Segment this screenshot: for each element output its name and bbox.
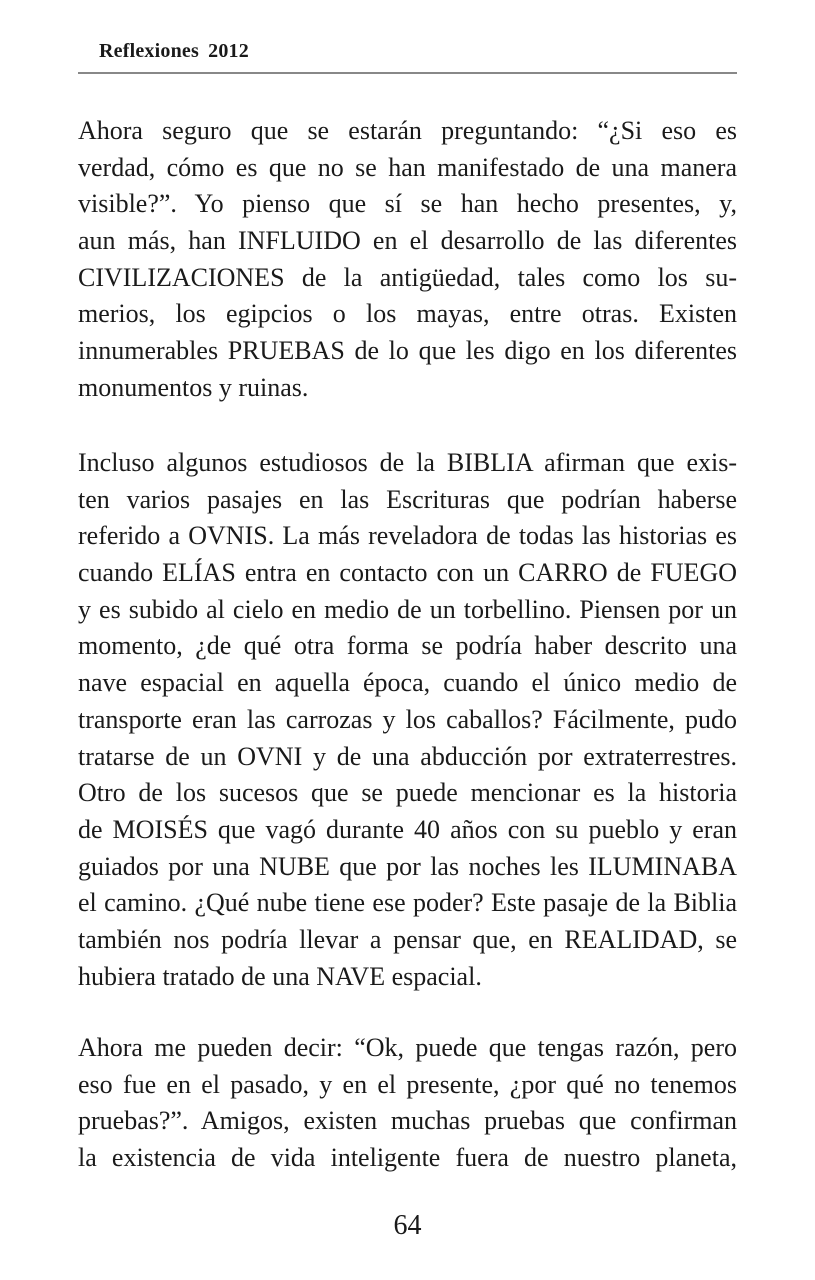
running-header: Reflexiones 2012 — [99, 40, 249, 62]
text-line: ten varios pasajes en las Escrituras que podrían haberse — [78, 484, 737, 514]
paragraph — [78, 445, 737, 995]
text-line: aun más, han INFLUIDO en el desarrollo de las diferentes — [78, 226, 737, 256]
text-line: pruebas?”. Amigos, existen muchas pruebas que confirman — [78, 1106, 737, 1136]
paragraph — [78, 1030, 737, 1177]
text-line: y es subido al cielo en medio de un torbellino. Piensen por un — [78, 594, 737, 624]
text-line: nave espacial en aquella época, cuando el único medio de — [78, 668, 737, 698]
text-line: Ahora seguro que se estarán preguntando: “¿Si eso es — [78, 116, 737, 145]
text-line: tratarse de un OVNI y de una abducción por extraterrestres. — [78, 741, 737, 771]
text-line: el camino. ¿Qué nube tiene ese poder? Este pasaje de la Biblia — [78, 888, 737, 918]
text-line: también nos podría llevar a pensar que, en REALIDAD, se — [78, 924, 737, 954]
text-line: Ahora me pueden decir: “Ok, puede que tengas razón, pero — [78, 1033, 737, 1062]
text-line: la existencia de vida inteligente fuera de nuestro planeta, — [78, 1143, 737, 1173]
text-line: monumentos y ruinas. — [78, 372, 309, 402]
text-line: Incluso algunos estudiosos de la BIBLIA afirman que exis- — [78, 448, 737, 477]
text-line: visible?”. Yo pienso que sí se han hecho presentes, y, — [78, 189, 737, 219]
page-number: 64 — [393, 1210, 422, 1241]
text-line: innumerables PRUEBAS de lo que les digo en los diferentes — [78, 336, 737, 366]
text-line: de MOISÉS que vagó durante 40 años con su pueblo y eran — [78, 814, 737, 844]
paragraph — [78, 113, 737, 407]
text-line: verdad, cómo es que no se han manifestado de una manera — [78, 152, 737, 182]
text-line: eso fue en el pasado, y en el presente, ¿por qué no tenemos — [78, 1069, 737, 1099]
text-line: referido a OVNIS. La más reveladora de todas las historias es — [78, 521, 737, 551]
text-line: cuando ELÍAS entra en contacto con un CARRO de FUEGO — [78, 558, 737, 588]
text-line: Otro de los sucesos que se puede mencionar es la historia — [78, 778, 737, 808]
text-line: momento, ¿de qué otra forma se podría haber descrito una — [78, 631, 737, 661]
text-line: guiados por una NUBE que por las noches les ILUMINABA — [78, 851, 737, 881]
text-line: CIVILIZACIONES de la antigüedad, tales como los su- — [78, 262, 737, 292]
text-line: merios, los egipcios o los mayas, entre otras. Existen — [78, 299, 737, 329]
text-line: transporte eran las carrozas y los caballos? Fácilmente, pudo — [78, 704, 737, 734]
header-rule — [78, 72, 737, 74]
text-line: hubiera tratado de una NAVE espacial. — [78, 961, 482, 991]
